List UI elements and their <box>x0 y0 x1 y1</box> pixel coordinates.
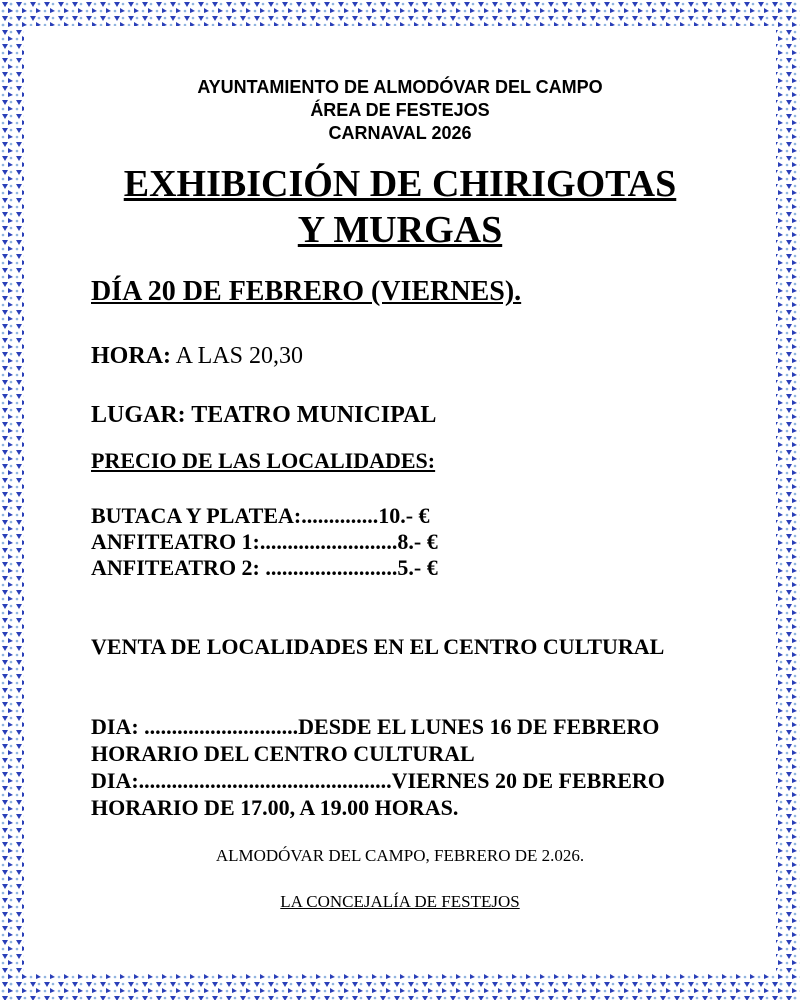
header-org: AYUNTAMIENTO DE ALMODÓVAR DEL CAMPO <box>197 77 603 97</box>
time-value: A LAS 20,30 <box>171 343 304 369</box>
sale-line: DIA:..............................................VIERNES 20 DE FEBRERO <box>91 768 665 793</box>
event-date: DÍA 20 DE FEBRERO (VIERNES). <box>91 276 522 307</box>
price-item: ANFITEATRO 1:.........................8.- € <box>91 529 438 554</box>
sale-line: HORARIO DEL CENTRO CULTURAL <box>91 741 475 766</box>
sale-line: DIA: ............................DESDE EL LUNES 16 DE FEBRERO <box>91 714 660 739</box>
title-line1: EXHIBICIÓN DE CHIRIGOTAS <box>123 163 677 205</box>
title-line2: Y MURGAS <box>297 209 503 251</box>
footer-place-date: ALMODÓVAR DEL CAMPO, FEBRERO DE 2.026. <box>215 846 585 865</box>
prices-heading: PRECIO DE LAS LOCALIDADES: <box>91 448 436 473</box>
sale-line: HORARIO DE 17.00, A 19.00 HORAS. <box>91 795 459 820</box>
sale-heading: VENTA DE LOCALIDADES EN EL CENTRO CULTURAL <box>91 634 665 659</box>
event-place: LUGAR: TEATRO MUNICIPAL <box>91 402 437 428</box>
price-item: ANFITEATRO 2: ........................5.- € <box>91 555 438 580</box>
footer-signature: LA CONCEJALÍA DE FESTEJOS <box>280 892 520 911</box>
event-time <box>91 343 303 370</box>
price-item: BUTACA Y PLATEA:..............10.- € <box>91 503 430 528</box>
header-event: CARNAVAL 2026 <box>328 123 472 143</box>
header-area: ÁREA DE FESTEJOS <box>310 100 490 120</box>
time-label: HORA: <box>91 343 171 369</box>
